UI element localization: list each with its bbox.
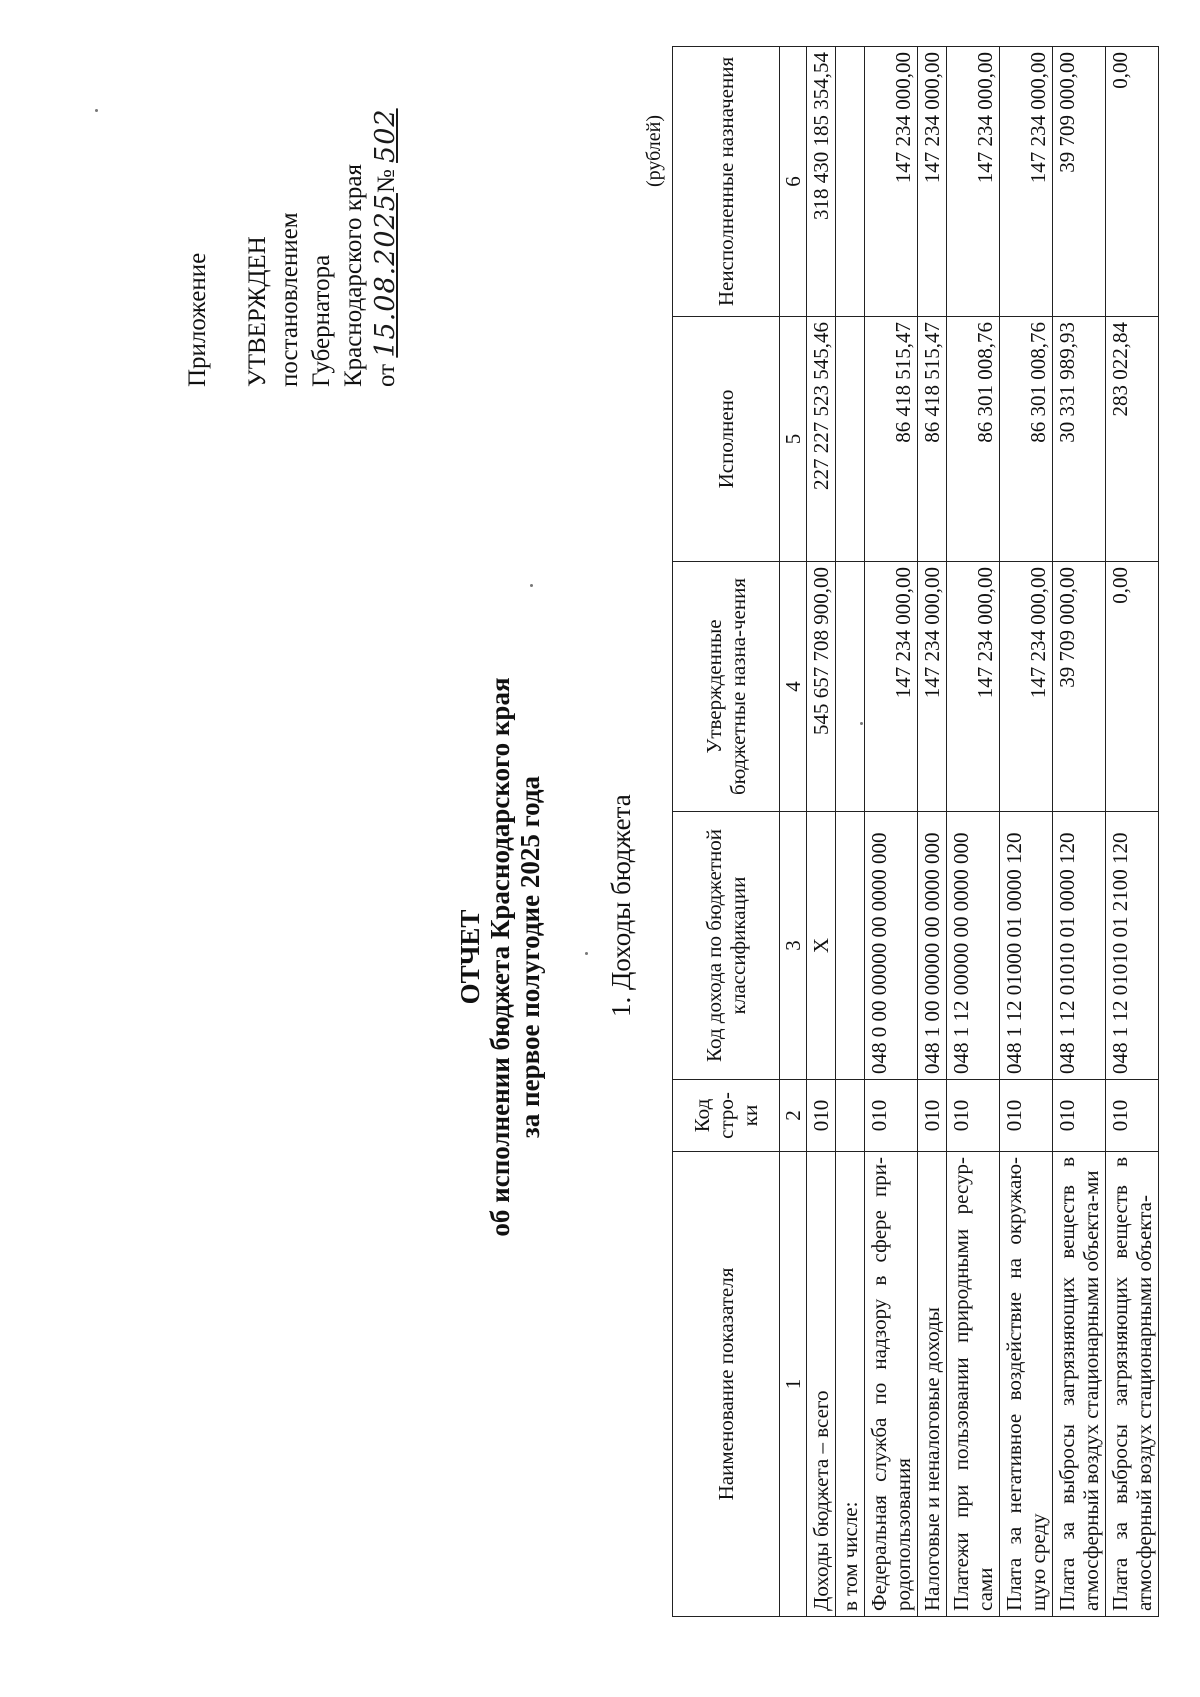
- row-line-code: 010: [918, 1080, 947, 1152]
- row-unexecuted: 318 430 185 354,54: [807, 47, 836, 317]
- report-subtitle-1: об исполнении бюджета Краснодарского края: [485, 677, 515, 1237]
- index-cell: 6: [780, 47, 807, 317]
- row-approved: 147 234 000,00: [865, 562, 918, 812]
- approval-block: [182, 108, 403, 387]
- table-row: [918, 47, 947, 1617]
- row-approved: 0,00: [1106, 562, 1159, 812]
- row-approved: 39 709 000,00: [1053, 562, 1106, 812]
- row-name: Федеральная служба по надзору в сфере при-родопользования: [865, 1152, 918, 1617]
- row-income-code: 048 1 00 00000 00 0000 000: [918, 812, 947, 1080]
- row-executed: 86 418 515,47: [865, 317, 918, 562]
- row-executed: 86 301 008,76: [1000, 317, 1053, 562]
- row-approved: 545 657 708 900,00: [807, 562, 836, 812]
- row-income-code: 048 1 12 01010 01 0000 120: [1053, 812, 1106, 1080]
- table-row: [865, 47, 918, 1617]
- table-row: [947, 47, 1000, 1617]
- row-line-code: 010: [807, 1080, 836, 1152]
- header-approved: Утвержденные бюджетные назна-чения: [673, 562, 780, 812]
- row-executed: 30 331 989,93: [1053, 317, 1106, 562]
- row-unexecuted: 147 234 000,00: [947, 47, 1000, 317]
- row-name: в том числе:: [836, 1152, 865, 1617]
- row-executed: 86 418 515,47: [918, 317, 947, 562]
- handwritten-date: 15.08.2025: [370, 193, 401, 358]
- row-executed: 86 301 008,76: [947, 317, 1000, 562]
- row-approved: 147 234 000,00: [947, 562, 1000, 812]
- report-title-block: [455, 557, 545, 1357]
- row-unexecuted: 147 234 000,00: [918, 47, 947, 317]
- scan-speck: [585, 952, 588, 955]
- table-row: [836, 47, 865, 1617]
- scan-speck: [95, 109, 98, 112]
- governor-line: Губернатора: [308, 254, 335, 387]
- header-executed: Исполнено: [673, 317, 780, 562]
- report-title: ОТЧЕТ: [455, 909, 485, 1005]
- row-executed: [836, 317, 865, 562]
- row-unexecuted: 147 234 000,00: [1000, 47, 1053, 317]
- row-income-code: 048 0 00 00000 00 0000 000: [865, 812, 918, 1080]
- table-row: [1053, 47, 1106, 1617]
- region-line: Краснодарского края: [340, 164, 367, 387]
- number-sign: №: [373, 169, 400, 194]
- handwritten-number: 502: [370, 108, 401, 163]
- row-income-code: 048 1 12 01010 01 2100 120: [1106, 812, 1159, 1080]
- index-cell: 5: [780, 317, 807, 562]
- row-income-code: 048 1 12 01000 01 0000 120: [1000, 812, 1053, 1080]
- row-unexecuted: 0,00: [1106, 47, 1159, 317]
- table-row: [807, 47, 836, 1617]
- row-line-code: 010: [1053, 1080, 1106, 1152]
- header-unexecuted: Неисполненные назначения: [673, 47, 780, 317]
- row-name: Плата за выбросы загрязняющих веществ в атмосферный воздух стационарными объекта-: [1106, 1152, 1159, 1617]
- row-name: Доходы бюджета – всего: [807, 1152, 836, 1617]
- row-executed: 227 227 523 545,46: [807, 317, 836, 562]
- index-cell: 2: [780, 1080, 807, 1152]
- row-name: Плата за выбросы загрязняющих веществ в атмосферный воздух стационарными объекта-ми: [1053, 1152, 1106, 1617]
- row-unexecuted: 39 709 000,00: [1053, 47, 1106, 317]
- table-row: [1000, 47, 1053, 1617]
- from-label: от: [373, 363, 400, 387]
- index-cell: 1: [780, 1152, 807, 1617]
- row-approved: [836, 562, 865, 812]
- header-line-code: Код стро-ки: [673, 1080, 780, 1152]
- appendix-label: Приложение: [184, 252, 211, 387]
- row-line-code: [836, 1080, 865, 1152]
- header-income-code: Код дохода по бюджетной классификации: [673, 812, 780, 1080]
- report-subtitle-2: за первое полугодие 2025 года: [515, 775, 545, 1139]
- row-approved: 147 234 000,00: [918, 562, 947, 812]
- row-line-code: 010: [947, 1080, 1000, 1152]
- row-income-code: X: [807, 812, 836, 1080]
- row-approved: 147 234 000,00: [1000, 562, 1053, 812]
- approved-by-line: постановлением: [276, 212, 303, 387]
- approved-label: УТВЕРЖДЕН: [244, 236, 271, 387]
- row-line-code: 010: [1106, 1080, 1159, 1152]
- row-unexecuted: 147 234 000,00: [865, 47, 918, 317]
- row-unexecuted: [836, 47, 865, 317]
- index-cell: 3: [780, 812, 807, 1080]
- income-table: [672, 46, 1159, 1617]
- row-income-code: [836, 812, 865, 1080]
- row-executed: 283 022,84: [1106, 317, 1159, 562]
- row-name: Платежи при пользовании природными ресур-сами: [947, 1152, 1000, 1617]
- row-line-code: 010: [865, 1080, 918, 1152]
- table-row: [1106, 47, 1159, 1617]
- date-number-line: [370, 108, 403, 387]
- header-indicator-name: Наименование показателя: [673, 1152, 780, 1617]
- row-income-code: 048 1 12 00000 00 0000 000: [947, 812, 1000, 1080]
- table-index-row: [780, 47, 807, 1617]
- row-name: Налоговые и неналоговые доходы: [918, 1152, 947, 1617]
- scan-speck: [860, 722, 863, 725]
- scan-speck: [530, 584, 533, 587]
- unit-label: (рублей): [643, 114, 665, 187]
- row-name: Плата за негативное воздействие на окружаю-щую среду: [1000, 1152, 1053, 1617]
- section-title: 1. Доходы бюджета: [606, 794, 636, 1017]
- index-cell: 4: [780, 562, 807, 812]
- table-header-row: [673, 47, 780, 1617]
- row-line-code: 010: [1000, 1080, 1053, 1152]
